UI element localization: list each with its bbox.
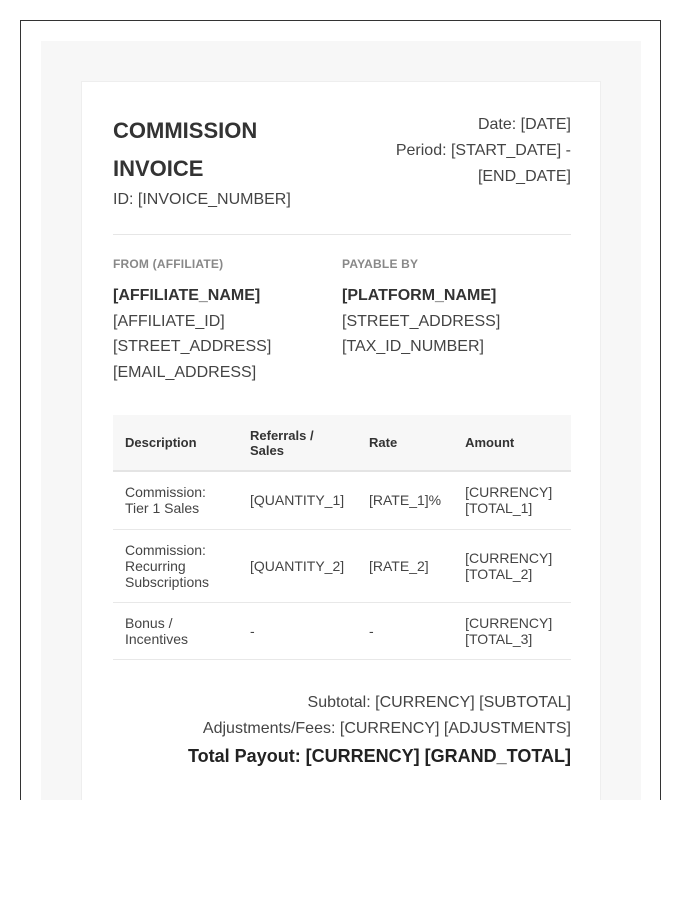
row-1-amount: [CURRENCY] [TOTAL_1] [453, 471, 571, 529]
row-1-description: Commission: Tier 1 Sales [113, 471, 238, 529]
affiliate-email: [EMAIL_ADDRESS] [113, 363, 257, 381]
from-label: FROM (AFFILIATE) [113, 257, 224, 271]
payable-label: PAYABLE BY [342, 257, 419, 271]
row-2-description: Commission: Recurring Subscriptions [113, 529, 238, 602]
table-row [113, 529, 571, 602]
subtotal: Subtotal: [CURRENCY] [SUBTOTAL] [307, 693, 571, 711]
platform-tax-id: [TAX_ID_NUMBER] [342, 338, 484, 355]
payable-by [342, 257, 571, 385]
row-2-quantity: [QUANTITY_2] [238, 529, 357, 602]
col-amount: Amount [453, 415, 571, 471]
row-2-rate: [RATE_2] [357, 529, 453, 602]
affiliate-address: [STREET_ADDRESS] [113, 338, 272, 355]
row-2-amount: [CURRENCY] [TOTAL_2] [453, 529, 571, 602]
invoice-period-start: Period: [START_DATE] - [395, 142, 571, 159]
col-description: Description [113, 415, 238, 471]
grand-total: Total Payout: [CURRENCY] [GRAND_TOTAL] [188, 745, 571, 766]
col-referrals: Referrals / Sales [238, 415, 357, 471]
invoice-paper [81, 81, 601, 800]
col-rate: Rate [357, 415, 453, 471]
row-1-rate: [RATE_1]% [357, 471, 453, 529]
document-frame [20, 20, 661, 800]
line-items-table [113, 415, 571, 660]
platform-name: [PLATFORM_NAME] [342, 287, 497, 304]
parties-section [113, 257, 571, 385]
row-3-amount: [CURRENCY] [TOTAL_3] [453, 602, 571, 659]
page-background [41, 41, 641, 800]
invoice-id: ID: [INVOICE_NUMBER] [113, 191, 291, 208]
table-row [113, 471, 571, 529]
invoice-header [113, 112, 571, 235]
row-1-quantity: [QUANTITY_1] [238, 471, 357, 529]
affiliate-name: [AFFILIATE_NAME] [113, 287, 261, 304]
invoice-date: Date: [DATE] [477, 116, 571, 133]
invoice-period-end: [END_DATE] [477, 168, 571, 185]
title-block [113, 112, 353, 209]
invoice-title [113, 112, 353, 188]
adjustments: Adjustments/Fees: [CURRENCY] [ADJUSTMENTS] [202, 719, 571, 737]
row-3-quantity: - [238, 602, 357, 659]
row-3-rate: - [357, 602, 453, 659]
table-row [113, 602, 571, 659]
table-header-row [113, 415, 571, 471]
platform-address: [STREET_ADDRESS] [342, 312, 501, 330]
affiliate-id: [AFFILIATE_ID] [113, 312, 225, 330]
totals-section [113, 690, 571, 770]
row-3-description: Bonus / Incentives [113, 602, 238, 659]
invoice-meta [371, 112, 571, 190]
title-line-2: INVOICE [113, 156, 204, 181]
from-affiliate [113, 257, 342, 385]
title-line-1: COMMISSION [113, 118, 258, 143]
